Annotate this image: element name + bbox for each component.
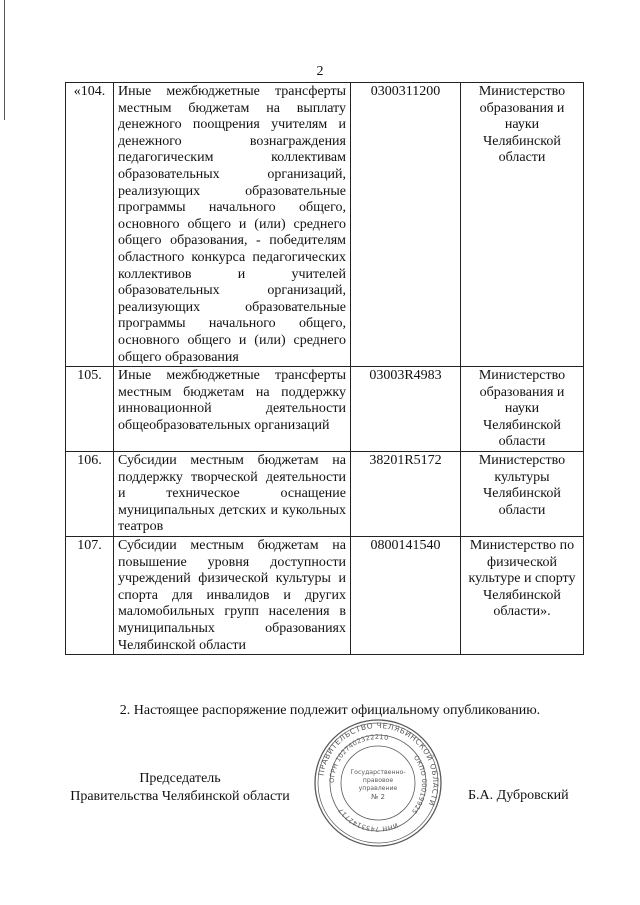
row-description: Субсидии местным бюджетам на повышение уровня доступности учреждений физической культуры и спорта для инвалидов и других маломобильных групп населения в муниципальных образованиях Челябинской области bbox=[114, 537, 351, 655]
row-ministry: Министерство по физической культуре и спорту Челябинской области». bbox=[461, 537, 584, 655]
publication-clause: 2. Настоящее распоряжение подлежит официальному опубликованию. bbox=[119, 703, 541, 718]
table-row bbox=[66, 537, 584, 655]
row-code: 38201R5172 bbox=[351, 452, 461, 537]
page-number: 2 bbox=[316, 64, 324, 79]
signatory-name: Б.А. Дубровский bbox=[468, 788, 569, 803]
table-row bbox=[66, 452, 584, 537]
seal-center-line: управление bbox=[358, 785, 398, 792]
seal-outer-text: ПРАВИТЕЛЬСТВО ЧЕЛЯБИНСКОЙ ОБЛАСТИ bbox=[316, 720, 441, 808]
row-code: 0800141540 bbox=[351, 537, 461, 655]
table-row bbox=[66, 367, 584, 452]
row-code: 03003R4983 bbox=[351, 367, 461, 452]
table-row bbox=[66, 83, 584, 367]
margin-rule bbox=[4, 0, 5, 120]
signatory-title-line: Правительства Челябинской области bbox=[70, 789, 290, 804]
seal-center-line: правовое bbox=[362, 777, 394, 784]
signatory-title bbox=[60, 770, 300, 806]
row-description: Иные межбюджетные трансферты местным бюджетам на поддержку инновационной деятельности общеобразовательных организаций bbox=[114, 367, 351, 452]
row-number: 106. bbox=[66, 452, 114, 537]
seal-inn: ИНН 7453142717 bbox=[336, 806, 399, 834]
row-description: Иные межбюджетные трансферты местным бюджетам на выплату денежного поощрения учителям и денежного вознаграждения педагогическим коллективам образовательных организаций, реализующих образовательные программы начального общего, основного общего и (или) среднего общего образования, - победителям областного конкурса педагогических коллективов и учителей образовательных организаций, реализующих образовательные программы начального общего, основного общего и (или) среднего общего образования bbox=[114, 83, 351, 367]
seal-ogrn: ОГРН 1027402322210 bbox=[327, 732, 390, 784]
seal-center-line: Государственно- bbox=[350, 769, 406, 776]
row-ministry: Министерство культуры Челябинской области bbox=[461, 452, 584, 537]
row-number: 105. bbox=[66, 367, 114, 452]
row-code: 0300311200 bbox=[351, 83, 461, 367]
svg-text:ОКПО 00019925 bbox=[410, 754, 428, 816]
row-number: «104. bbox=[66, 83, 114, 367]
seal-okpo: ОКПО 00019925 bbox=[409, 753, 429, 816]
allocation-table bbox=[65, 82, 584, 655]
row-number: 107. bbox=[66, 537, 114, 655]
row-ministry: Министерство образования и науки Челябинской области bbox=[461, 83, 584, 367]
signatory-title-line: Председатель bbox=[139, 771, 221, 786]
row-description: Субсидии местным бюджетам на поддержку творческой деятельности и техническое оснащение муниципальных детских и кукольных театров bbox=[114, 452, 351, 537]
official-seal bbox=[313, 718, 443, 848]
row-ministry: Министерство образования и науки Челябинской области bbox=[461, 367, 584, 452]
seal-center-line: № 2 bbox=[371, 793, 385, 801]
svg-text:ИНН 7453142717 bbox=[337, 806, 399, 833]
